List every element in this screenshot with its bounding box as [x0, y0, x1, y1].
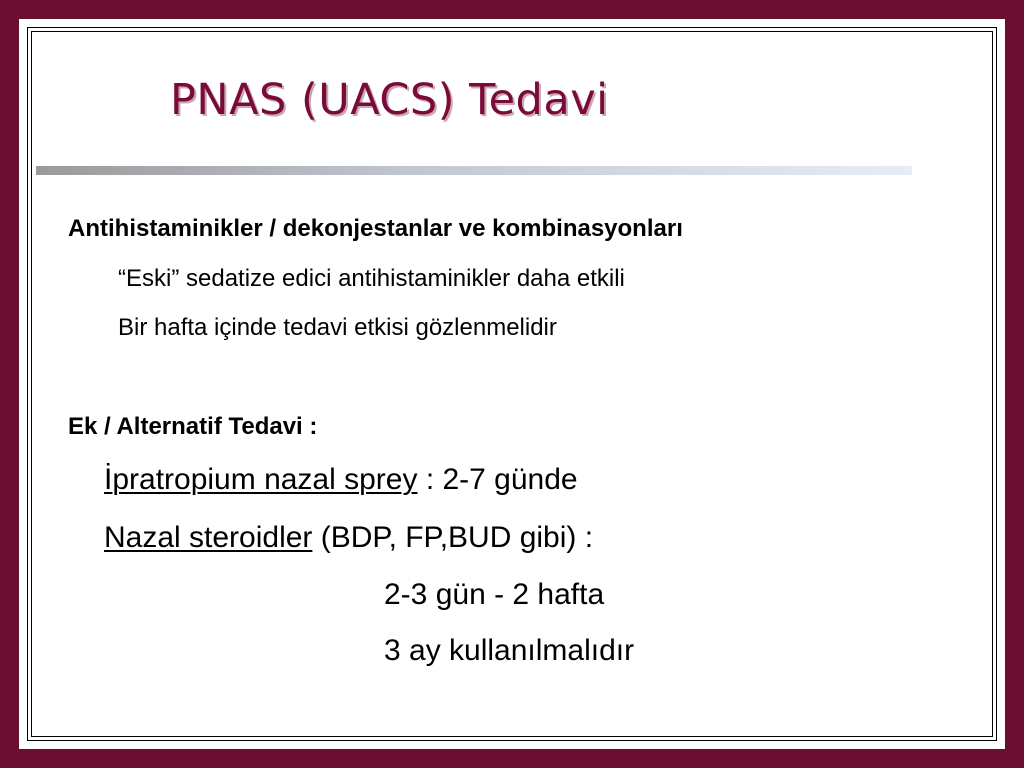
- title-divider: [36, 166, 912, 175]
- section2-heading: Ek / Alternatif Tedavi :: [68, 413, 318, 440]
- slide-title: PNAS (UACS) Tedavi: [170, 75, 609, 125]
- steroid-usage-note: 3 ay kullanılmalıdır: [384, 634, 635, 667]
- section2-item-ipratropium: [104, 463, 578, 497]
- ipratropium-term: İpratropium nazal sprey: [104, 463, 418, 496]
- section1-item-2: Bir hafta içinde tedavi etkisi gözlenmelidir: [118, 314, 557, 341]
- steroid-duration-note: 2-3 gün - 2 hafta: [384, 578, 605, 611]
- section2-item-steroids: [104, 521, 593, 555]
- steroids-term: Nazal steroidler: [104, 521, 313, 554]
- section1-item-1: “Eski” sedatize edici antihistaminikler daha etkili: [118, 265, 625, 292]
- ipratropium-detail: : 2-7 günde: [417, 463, 578, 496]
- slide-border-inner: [31, 31, 993, 737]
- steroids-detail: (BDP, FP,BUD gibi) :: [312, 521, 594, 554]
- section1-heading: Antihistaminikler / dekonjestanlar ve kombinasyonları: [68, 215, 683, 242]
